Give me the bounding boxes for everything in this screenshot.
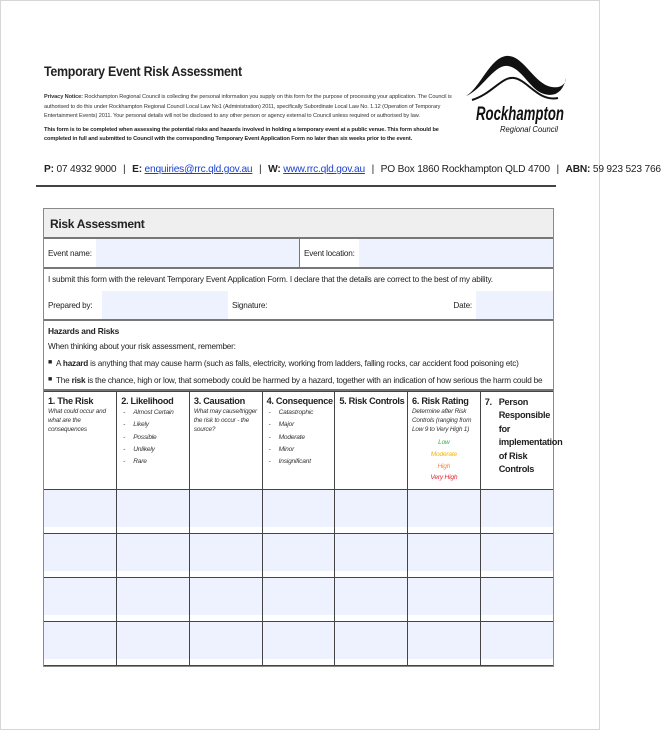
- consequence-options: [267, 407, 331, 468]
- rating-very-high: Very High: [430, 474, 458, 482]
- list-item: - Insignificant: [267, 456, 331, 468]
- event-details-row: [44, 239, 553, 269]
- email-link[interactable]: enquiries@rrc.qld.gov.au: [144, 164, 253, 175]
- logo-wave-icon: [462, 48, 572, 148]
- cell-input[interactable]: [44, 490, 116, 527]
- table-row: [44, 534, 553, 578]
- table-cell[interactable]: [335, 622, 408, 666]
- table-cell[interactable]: [408, 622, 481, 666]
- rating-high: High: [437, 462, 451, 470]
- privacy-notice-label: Privacy Notice:: [44, 94, 83, 100]
- cell-input[interactable]: [408, 534, 480, 571]
- privacy-notice-text: Rockhampton Regional Council is collecting the personal information you supply on this form for the purpose of processing your application. The Council is authorised to do this under Rockhampton Regional Council Local Law No1 (Administration) 2011, specifically Subordinate Local Law No. 1.12 (Operation of Temporary Entertainment Events) 2011. Your personal details will not be disclosed to any other person or agency external to Council unless required or authorised by law.: [44, 94, 452, 119]
- cell-input[interactable]: [263, 622, 335, 659]
- prepared-by-label: Prepared by:: [48, 300, 93, 310]
- cell-input[interactable]: [117, 578, 189, 615]
- list-item: - Major: [267, 419, 331, 431]
- cell-input[interactable]: [335, 578, 407, 615]
- cell-input[interactable]: [190, 578, 262, 615]
- declaration-text: I submit this form with the relevant Temporary Event Application Form. I declare that the details are correct to the best of my ability.: [48, 275, 493, 284]
- cell-input[interactable]: [408, 622, 480, 659]
- table-cell[interactable]: [44, 490, 117, 534]
- abn-label: ABN:: [565, 164, 591, 175]
- table-cell[interactable]: [117, 622, 190, 666]
- event-location-group: [300, 239, 553, 267]
- cell-input[interactable]: [190, 490, 262, 527]
- cell-input[interactable]: [117, 534, 189, 571]
- cell-input[interactable]: [481, 490, 553, 527]
- hazards-intro: When thinking about your risk assessment, remember:: [48, 342, 236, 351]
- list-item: - Rare: [121, 456, 185, 468]
- table-cell[interactable]: [117, 490, 190, 534]
- table-cell[interactable]: [480, 534, 553, 578]
- risk-term: risk: [71, 376, 86, 385]
- hazard-term: hazard: [62, 359, 89, 368]
- form-instructions: This form is to be completed when assessing the potential risks and hazards involved in holding a temporary event at a public venue. This form should be completed in full and submitted to Council with the corresponding Temporary Event Application Form no later than six weeks prior to the event.: [44, 126, 439, 142]
- logo-name: Rockhampton: [476, 104, 564, 125]
- table-cell[interactable]: [480, 490, 553, 534]
- privacy-notice: [44, 93, 464, 122]
- table-cell[interactable]: [480, 622, 553, 666]
- cell-input[interactable]: [481, 534, 553, 571]
- postal-address: PO Box 1860 Rockhampton QLD 4700: [380, 164, 550, 175]
- abn-number: 59 923 523 766: [592, 164, 661, 175]
- table-row: [44, 490, 553, 534]
- separator: |: [371, 164, 375, 175]
- contact-bar: [44, 164, 661, 175]
- table-cell[interactable]: [335, 534, 408, 578]
- phone-number: 07 4932 9000: [56, 164, 117, 175]
- signature-label: Signature:: [232, 300, 268, 310]
- cell-input[interactable]: [44, 578, 116, 615]
- cell-input[interactable]: [263, 490, 335, 527]
- signoff-row: [44, 291, 553, 319]
- table-cell[interactable]: [189, 490, 262, 534]
- table-cell[interactable]: [408, 578, 481, 622]
- cell-input[interactable]: [481, 578, 553, 615]
- list-item: - Catastrophic: [267, 407, 331, 419]
- table-cell[interactable]: [44, 622, 117, 666]
- table-header-row: [44, 392, 553, 490]
- cell-input[interactable]: [481, 622, 553, 659]
- cell-input[interactable]: [335, 534, 407, 571]
- table-cell[interactable]: [335, 490, 408, 534]
- table-cell[interactable]: [408, 490, 481, 534]
- rating-scale: [412, 437, 476, 484]
- table-cell[interactable]: [44, 578, 117, 622]
- column-header-risk-rating: 6. Risk Rating Determine after Risk Controls (ranging from Low 9 to Very High 1) Low Moderate High Very High: [408, 392, 481, 490]
- cell-input[interactable]: [335, 622, 407, 659]
- table-cell[interactable]: [189, 622, 262, 666]
- table-cell[interactable]: [117, 534, 190, 578]
- cell-input[interactable]: [408, 578, 480, 615]
- risk-assessment-form: [43, 208, 563, 667]
- likelihood-options: [121, 407, 185, 468]
- table-cell[interactable]: [335, 578, 408, 622]
- rating-moderate: Moderate: [430, 450, 457, 458]
- table-cell[interactable]: [262, 578, 335, 622]
- prepared-by-field[interactable]: [102, 291, 228, 319]
- column-header-causation: 3. Causation What may cause/trigger the risk to occur - the source?: [189, 392, 262, 490]
- form-title: Risk Assessment: [44, 209, 553, 239]
- table-cell[interactable]: [262, 622, 335, 666]
- table-row: [44, 578, 553, 622]
- cell-input[interactable]: [263, 578, 335, 615]
- event-location-field[interactable]: [359, 239, 553, 267]
- web-label: W:: [268, 164, 281, 175]
- phone-label: P:: [44, 164, 54, 175]
- list-item: - Moderate: [267, 432, 331, 444]
- hazard-bullet: ■ A hazard is anything that may cause harm (such as falls, electricity, working from ladders, falling rocks, car accident food poisoning etc): [48, 359, 519, 368]
- list-item: - Almost Certain: [121, 407, 185, 419]
- document-header: [44, 64, 464, 145]
- cell-input[interactable]: [190, 622, 262, 659]
- column-header-person-responsible: 7. Person Responsible for implementation of Risk Controls: [480, 392, 553, 490]
- table-cell[interactable]: [44, 534, 117, 578]
- cell-input[interactable]: [44, 622, 116, 659]
- separator: |: [556, 164, 559, 175]
- cell-input[interactable]: [117, 490, 189, 527]
- table-cell[interactable]: [189, 578, 262, 622]
- event-location-label: Event location:: [304, 248, 355, 258]
- separator: |: [259, 164, 262, 175]
- table-cell[interactable]: [189, 534, 262, 578]
- list-item: - Likely: [121, 419, 185, 431]
- event-name-label: Event name:: [48, 248, 92, 258]
- signature-field[interactable]: [338, 291, 421, 319]
- table-row: [44, 622, 553, 666]
- table-cell[interactable]: [408, 534, 481, 578]
- hazards-section: [44, 321, 553, 391]
- event-name-group: [44, 239, 300, 267]
- rating-low: Low: [438, 439, 450, 446]
- header-divider: [36, 185, 556, 187]
- table-cell[interactable]: [480, 578, 553, 622]
- list-item: - Possible: [121, 432, 185, 444]
- logo-subtitle: Regional Council: [500, 125, 559, 134]
- date-label: Date:: [453, 300, 472, 310]
- bullet-icon: ■: [48, 376, 53, 383]
- email-label: E:: [132, 164, 142, 175]
- cell-input[interactable]: [263, 534, 335, 571]
- cell-input[interactable]: [190, 534, 262, 571]
- document-title: Temporary Event Risk Assessment: [44, 64, 242, 79]
- cell-input[interactable]: [44, 534, 116, 571]
- column-header-consequence: 4. Consequence - Catastrophic - Major - Moderate - Minor - Insignificant: [262, 392, 335, 490]
- council-logo: [462, 48, 572, 148]
- table-cell[interactable]: [117, 578, 190, 622]
- declaration-section: [44, 269, 553, 321]
- table-cell[interactable]: [262, 490, 335, 534]
- risk-bullet: ■ The risk is the chance, high or low, that somebody could be harmed by a hazard, together with an indication of how serious the harm could be: [48, 376, 543, 385]
- risk-table: [44, 391, 563, 666]
- column-header-risk: 1. The Risk What could occur and what are the consequences: [44, 392, 117, 490]
- separator: |: [123, 164, 126, 175]
- date-field[interactable]: [476, 291, 553, 319]
- event-name-field[interactable]: [96, 239, 299, 267]
- website-link[interactable]: www.rrc.qld.gov.au: [283, 164, 365, 175]
- cell-input[interactable]: [408, 490, 480, 527]
- column-header-likelihood: 2. Likelihood - Almost Certain - Likely - Possible - Unlikely - Rare: [117, 392, 190, 490]
- cell-input[interactable]: [335, 490, 407, 527]
- list-item: - Unlikely: [121, 444, 185, 456]
- column-header-risk-controls: 5. Risk Controls: [335, 392, 408, 490]
- hazards-title: Hazards and Risks: [48, 326, 120, 336]
- bullet-icon: ■: [48, 359, 53, 366]
- table-cell[interactable]: [262, 534, 335, 578]
- list-item: - Minor: [267, 444, 331, 456]
- cell-input[interactable]: [117, 622, 189, 659]
